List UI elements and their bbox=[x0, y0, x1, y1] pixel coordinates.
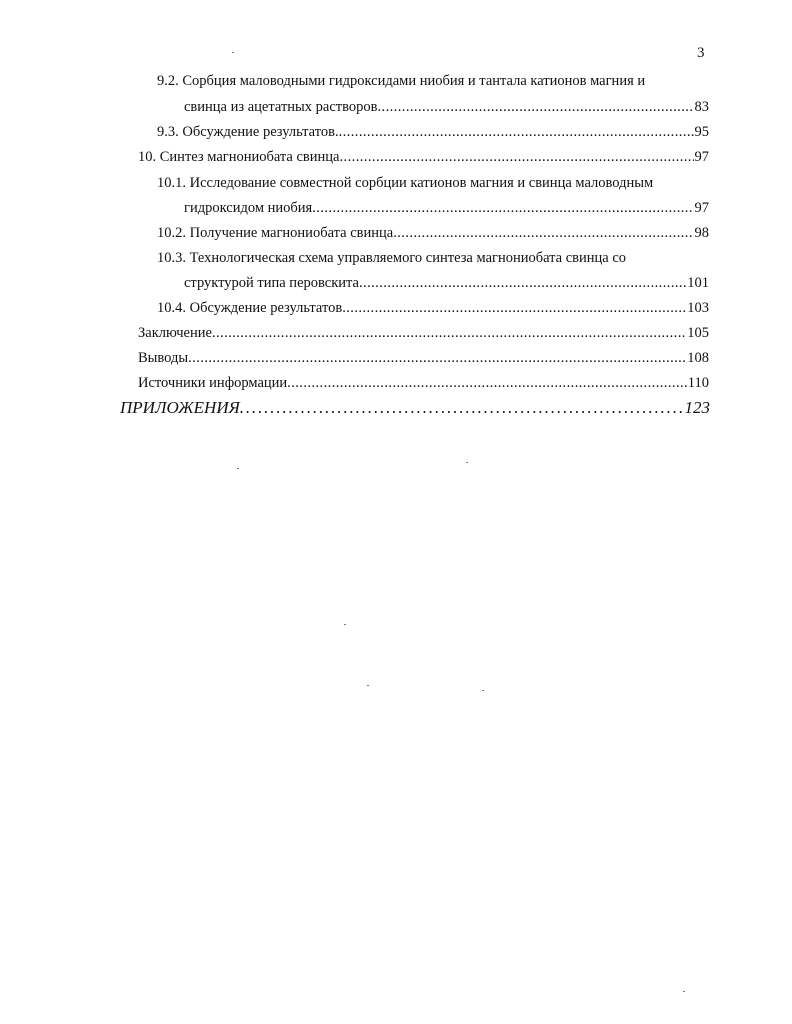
toc-entry-10-1 bbox=[184, 199, 709, 217]
toc-entry-page: 98 bbox=[694, 225, 709, 241]
toc-entry-page: 123 bbox=[684, 398, 710, 417]
toc-entry-page: 103 bbox=[687, 300, 709, 316]
toc-entry-label: 9.3. Обсуждение результатов. bbox=[157, 124, 339, 140]
toc-entry-10 bbox=[138, 148, 709, 166]
page-number: 3 bbox=[697, 45, 705, 61]
toc-entry-label: Выводы bbox=[138, 350, 189, 366]
toc-entry-appendices bbox=[120, 397, 710, 419]
dot-leader bbox=[287, 374, 687, 392]
toc-entry-label: структурой типа перовскита bbox=[184, 275, 359, 291]
scan-speck bbox=[482, 690, 484, 691]
scan-speck bbox=[232, 52, 234, 53]
toc-entry-label: свинца из ацетатных растворов bbox=[184, 99, 378, 115]
dot-leader bbox=[312, 199, 693, 217]
dot-leader bbox=[212, 324, 686, 342]
toc-entry-label: Источники информации bbox=[138, 375, 288, 391]
dot-leader bbox=[339, 123, 694, 141]
toc-entry-label: 10. Синтез магнониобата свинца bbox=[138, 149, 340, 165]
scan-speck bbox=[466, 462, 468, 463]
toc-entry-10-2 bbox=[157, 224, 709, 242]
scan-speck bbox=[683, 991, 685, 992]
toc-entry-label: 10.4. Обсуждение результатов bbox=[157, 300, 343, 316]
toc-entry-label: ПРИЛОЖЕНИЯ bbox=[120, 398, 240, 417]
toc-entry-page: 110 bbox=[687, 375, 709, 391]
toc-entry-label: Заключение bbox=[138, 325, 212, 341]
toc-entry-10-3-line1: 10.3. Технологическая схема управляемого синтеза магнониобата свинца со bbox=[157, 250, 627, 266]
toc-entry-10-1-line1: 10.1. Исследование совместной сорбции катионов магния и свинца маловодным bbox=[157, 175, 654, 191]
dot-leader bbox=[359, 274, 686, 292]
toc-entry-label: 10.2. Получение магнониобата свинца bbox=[157, 225, 394, 241]
scan-speck bbox=[344, 624, 346, 625]
dot-leader bbox=[240, 397, 684, 419]
toc-entry-10-3 bbox=[184, 274, 709, 292]
toc-entry-sources bbox=[138, 374, 709, 392]
toc-entry-conclusion bbox=[138, 324, 709, 342]
toc-entry-label: гидроксидом ниобия bbox=[184, 200, 313, 216]
toc-entry-findings bbox=[138, 349, 709, 367]
toc-entry-9-3 bbox=[157, 123, 709, 141]
toc-entry-10-4 bbox=[157, 299, 709, 317]
toc-entry-page: 101 bbox=[687, 275, 709, 291]
dot-leader bbox=[393, 224, 693, 242]
toc-entry-9-2 bbox=[184, 98, 709, 116]
dot-leader bbox=[188, 349, 686, 367]
scan-speck bbox=[367, 685, 369, 686]
dot-leader bbox=[340, 148, 694, 166]
toc-entry-page: 95 bbox=[694, 124, 709, 140]
dot-leader bbox=[377, 98, 693, 116]
toc-entry-page: 108 bbox=[687, 350, 709, 366]
dot-leader bbox=[342, 299, 686, 317]
toc-entry-page: 97 bbox=[694, 149, 709, 165]
toc-entry-page: 105 bbox=[687, 325, 709, 341]
toc-entry-page: 97 bbox=[694, 200, 709, 216]
toc-entry-9-2-line1: 9.2. Сорбция маловодными гидроксидами ниобия и тантала катионов магния и bbox=[157, 73, 646, 89]
toc-entry-page: 83 bbox=[694, 99, 709, 115]
scan-speck bbox=[237, 468, 239, 469]
